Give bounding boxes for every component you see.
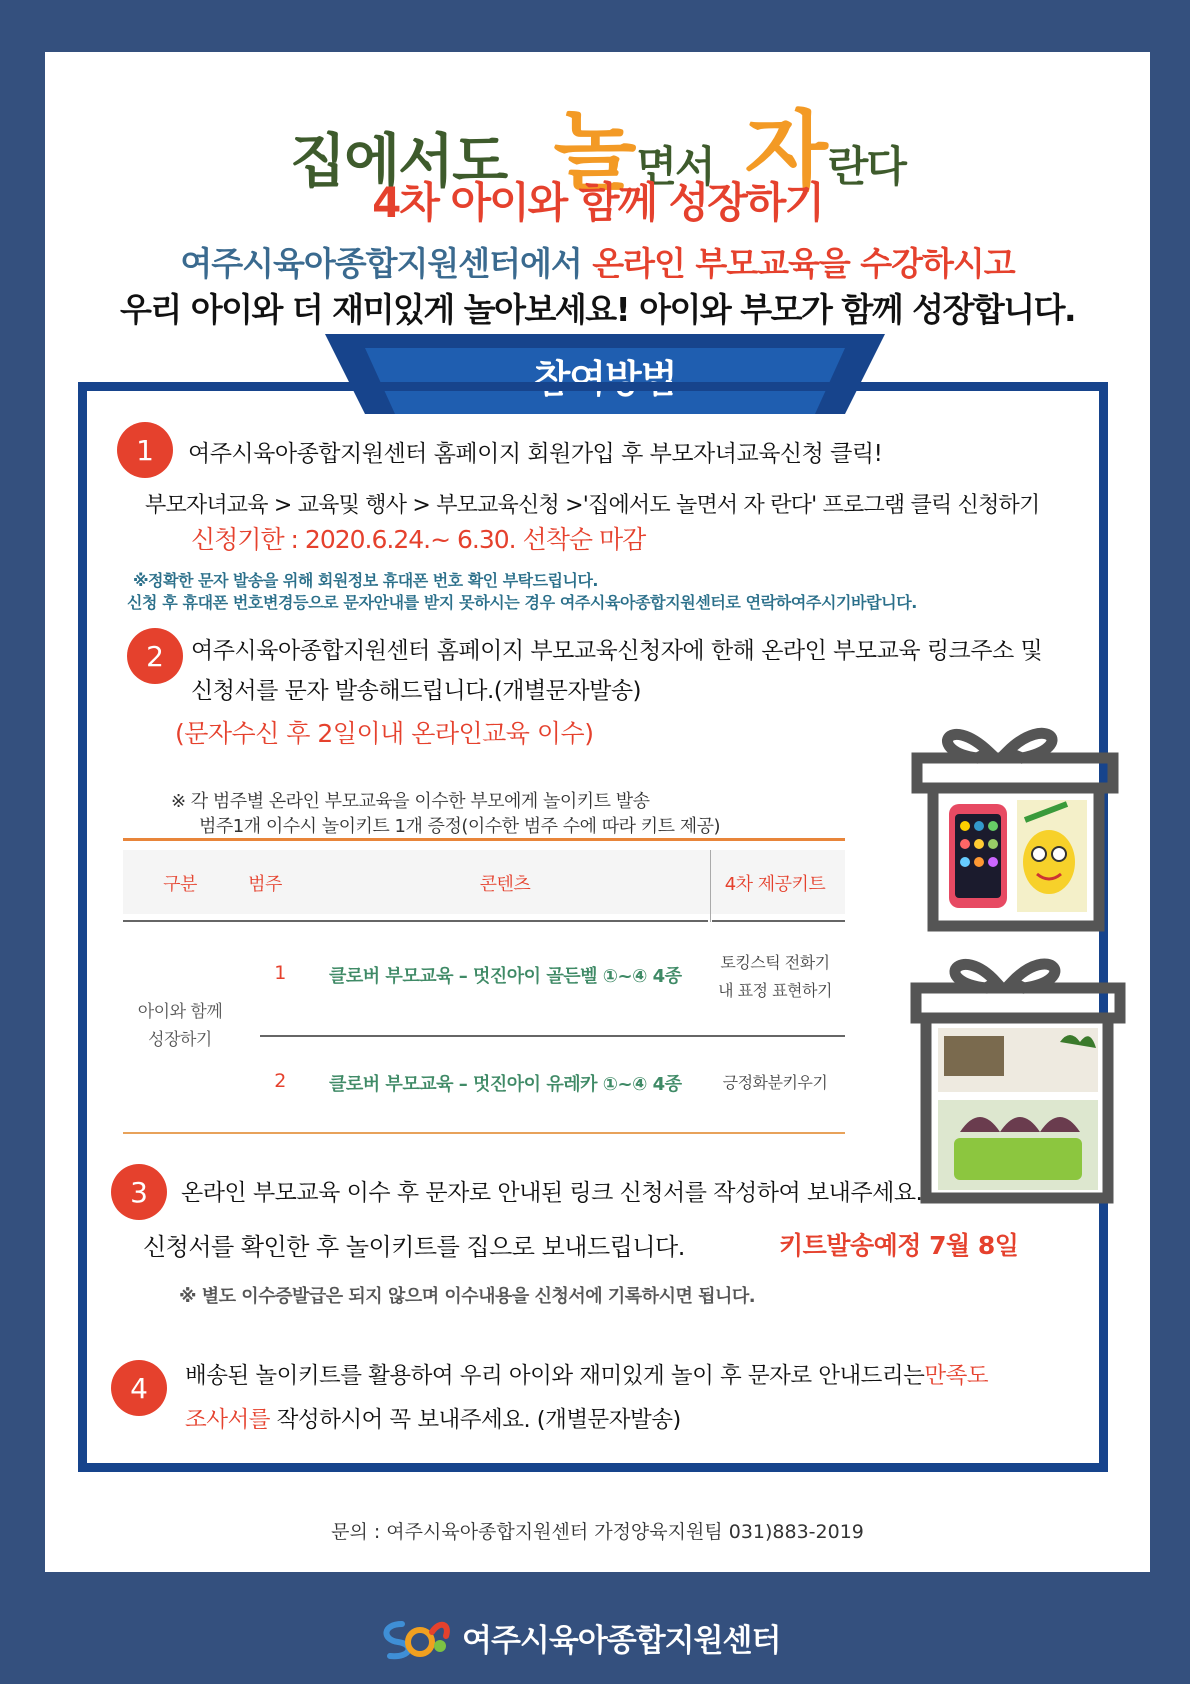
row1-kit-line2: 내 표정 표현하기 bbox=[718, 981, 832, 1000]
step2-highlight: (문자수신 후 2일이내 온라인교육 이수) bbox=[175, 719, 594, 748]
row-divider bbox=[260, 1035, 845, 1037]
logo-text: 여주시육아종합지원센터 bbox=[462, 1622, 781, 1659]
intro-line1 bbox=[45, 238, 1150, 285]
row1-kit bbox=[705, 949, 845, 1005]
table-bottom-rule bbox=[123, 1132, 845, 1134]
step3-kit-date: 키트발송예정 7월 8일 bbox=[779, 1231, 1019, 1260]
header-content: 콘텐츠 bbox=[479, 874, 531, 895]
step4-line2a: 조사서를 bbox=[185, 1407, 270, 1433]
step4-line2 bbox=[185, 1402, 681, 1434]
step2-note2: 범주1개 이수시 놀이키트 1개 증정(이수한 범주 수에 따라 키트 제공) bbox=[199, 816, 721, 837]
header-divider bbox=[710, 850, 711, 922]
step1-text: 여주시육아종합지원센터 홈페이지 회원가입 후 부모자녀교육신청 클릭! bbox=[188, 441, 883, 467]
title-big2: 자 bbox=[744, 102, 828, 202]
row1-kit-line1: 토킹스틱 전화기 bbox=[720, 953, 830, 972]
step4-line2b: 작성하시어 꼭 보내주세요. (개별문자발송) bbox=[276, 1407, 681, 1433]
step2-line2: 신청서를 문자 발송해드립니다.(개별문자발송) bbox=[191, 678, 642, 704]
row1-content: 클로버 부모교육 – 멋진아이 골든벨 ①~④ 4종 bbox=[329, 966, 682, 987]
title-part2: 면서 bbox=[636, 142, 714, 191]
section-title: 참여방법 bbox=[533, 357, 677, 401]
step3-number: 3 bbox=[111, 1164, 167, 1220]
step1-note1: ※정확한 문자 발송을 위해 회원정보 휴대폰 번호 확인 부탁드립니다. bbox=[133, 571, 599, 590]
table-top-rule bbox=[123, 838, 845, 841]
intro-red: 온라인 부모교육을 수강하시고 bbox=[592, 244, 1015, 283]
step2-number: 2 bbox=[127, 628, 183, 684]
step4-number: 4 bbox=[111, 1360, 167, 1416]
header-rule-left bbox=[123, 920, 708, 922]
row2-kit: 긍정화분키우기 bbox=[722, 1073, 828, 1092]
intro-blue: 여주시육아종합지원센터에서 bbox=[180, 244, 582, 283]
step3-line2: 신청서를 확인한 후 놀이키트를 집으로 보내드립니다. bbox=[143, 1233, 685, 1261]
step1-note2: 신청 후 휴대폰 번호변경등으로 문자안내를 받지 못하시는 경우 여주시육아종합지원센터로 연락하여주시기바랍니다. bbox=[127, 593, 917, 612]
step3-line1: 온라인 부모교육 이수 후 문자로 안내된 링크 신청서를 작성하여 보내주세요. bbox=[181, 1180, 923, 1206]
row1-number: 1 bbox=[274, 962, 286, 984]
subtitle: 4차 아이와 함께 성장하기 bbox=[372, 178, 823, 227]
row2-content: 클로버 부모교육 – 멋진아이 유레카 ①~④ 4종 bbox=[329, 1074, 682, 1095]
group-label-1: 아이와 함께 bbox=[137, 1002, 223, 1022]
center-logo bbox=[380, 1612, 820, 1662]
logo-mark-icon bbox=[380, 1614, 452, 1660]
group-label-2: 성장하기 bbox=[148, 1030, 212, 1050]
step2-note1: ※ 각 범주별 온라인 부모교육을 이수한 부모에게 놀이키트 발송 bbox=[171, 791, 650, 812]
group-label bbox=[125, 998, 235, 1054]
step4-line1a: 배송된 놀이키트를 활용하여 우리 아이와 재미있게 놀이 후 문자로 안내드리는 bbox=[185, 1363, 925, 1389]
title-part1: 집에서도 bbox=[290, 127, 507, 195]
step1-deadline: 신청기한 : 2020.6.24.~ 6.30. 선착순 마감 bbox=[191, 525, 646, 554]
title-big1: 놀 bbox=[553, 102, 637, 202]
step1-path: 부모자녀교육 > 교육및 행사 > 부모교육신청 >'집에서도 놀면서 자 란다' 프로그램 클릭 신청하기 bbox=[145, 493, 1040, 518]
intro-line2: 우리 아이와 더 재미있게 놀아보세요! 아이와 부모가 함께 성장합니다. bbox=[119, 290, 1076, 329]
step4-line1 bbox=[185, 1358, 988, 1390]
title-part3: 란다 bbox=[827, 142, 905, 191]
poster-sheet bbox=[45, 52, 1150, 1572]
header-scope: 범주 bbox=[248, 874, 282, 895]
header-rule-right bbox=[712, 920, 845, 922]
header-category: 구분 bbox=[163, 874, 197, 895]
step3-note: ※ 별도 이수증발급은 되지 않으며 이수내용을 신청서에 기록하시면 됩니다. bbox=[179, 1286, 756, 1307]
gift-box-bottom bbox=[910, 932, 1135, 1217]
step1-number: 1 bbox=[117, 422, 173, 478]
row2-number: 2 bbox=[274, 1070, 286, 1092]
step2-line1: 여주시육아종합지원센터 홈페이지 부모교육신청자에 한해 온라인 부모교육 링크주소 및 bbox=[191, 638, 1043, 664]
header-kit: 4차 제공키트 bbox=[724, 874, 826, 895]
contact-info: 문의 : 여주시육아종합지원센터 가정양육지원팀 031)883-2019 bbox=[331, 1521, 864, 1543]
step4-line1b: 만족도 bbox=[924, 1363, 989, 1389]
